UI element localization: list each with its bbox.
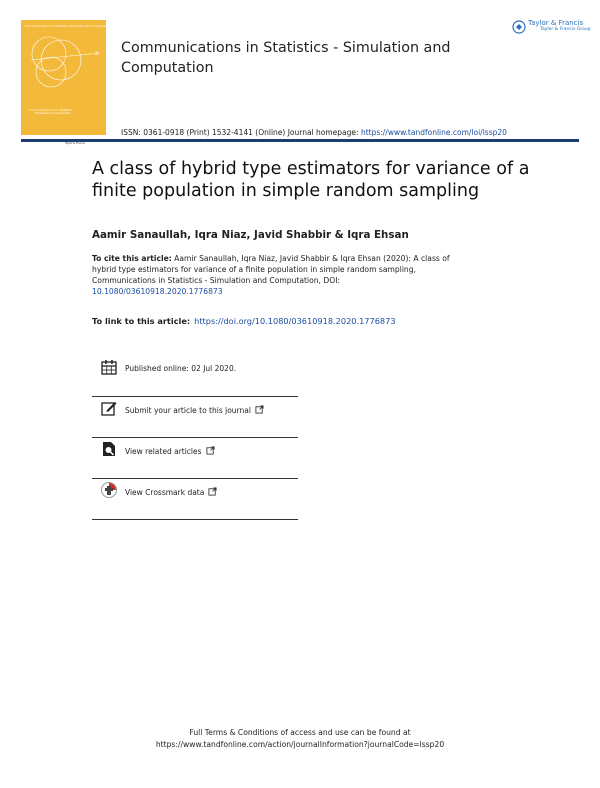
published-online-box [92,355,298,397]
cover-artwork [21,20,106,135]
publisher-logo-icon [512,20,526,34]
footer-terms-text: Full Terms & Conditions of access and use can be found at [189,728,411,737]
citation-doi-link[interactable]: 10.1080/03610918.2020.1776873 [92,287,223,296]
article-link-line [92,316,396,326]
related-articles-label[interactable]: View related articles [125,446,215,456]
crossmark-label[interactable]: View Crossmark data [125,487,217,497]
article-title: A class of hybrid type estimators for variance of a finite population in simple random sampling [92,159,530,201]
related-articles-box[interactable] [92,437,298,479]
submit-article-box[interactable] [92,396,298,438]
header-divider [21,139,579,142]
article-doi-link[interactable]: https://doi.org/10.1080/03610918.2020.1776873 [194,316,396,326]
journal-cover [21,20,113,145]
citation-label: To cite this article: [92,254,172,263]
publisher-logo[interactable] [512,19,591,35]
article-authors: Aamir Sanaullah, Iqra Niaz, Javid Shabbir & Iqra Ehsan [92,229,409,241]
issn-text: ISSN: 0361-0918 (Print) 1532-4141 (Online) Journal homepage: [121,128,361,137]
publisher-logo-subtext: Taylor & Francis Group [540,27,591,32]
external-link-icon [206,446,215,455]
edit-icon [100,399,118,417]
calendar-icon [100,358,118,376]
external-link-icon [208,487,217,496]
footer [0,727,600,751]
issn-line [121,128,507,137]
journal-homepage-link[interactable]: https://www.tandfonline.com/loi/lssp20 [360,128,507,137]
submit-article-label[interactable]: Submit your article to this journal [125,405,264,415]
external-link-icon [255,405,264,414]
cover-subtitle: Communications in Statistics [29,108,73,112]
footer-journal-info-link[interactable]: https://www.tandfonline.com/action/journalInformation?journalCode=lssp20 [155,740,445,749]
cover-publisher: Taylor & Francis [65,142,85,145]
article-link-label: To link to this article: [92,316,191,326]
cover-title: Communications in Statistics Simulation and Computation [25,24,113,28]
published-online-label: Published online: 02 Jul 2020. [125,364,237,373]
crossmark-icon [100,481,118,499]
publisher-logo-text: Taylor & Francis [528,19,584,27]
search-document-icon [100,440,118,458]
cover-subtitle-2: Simulation and Computation [35,112,71,115]
journal-name[interactable]: Communications in Statistics - Simulation and Computation [121,40,451,76]
citation-block [92,253,452,297]
crossmark-box[interactable] [92,478,298,520]
citation-text: Aamir Sanaullah, Iqra Niaz, Javid Shabbir & Iqra Ehsan (2020): A class of hybrid type estimators for variance of a finite population in simple random sampling, Communications in Statistics - Simulation and Computation, DOI: [92,254,450,285]
